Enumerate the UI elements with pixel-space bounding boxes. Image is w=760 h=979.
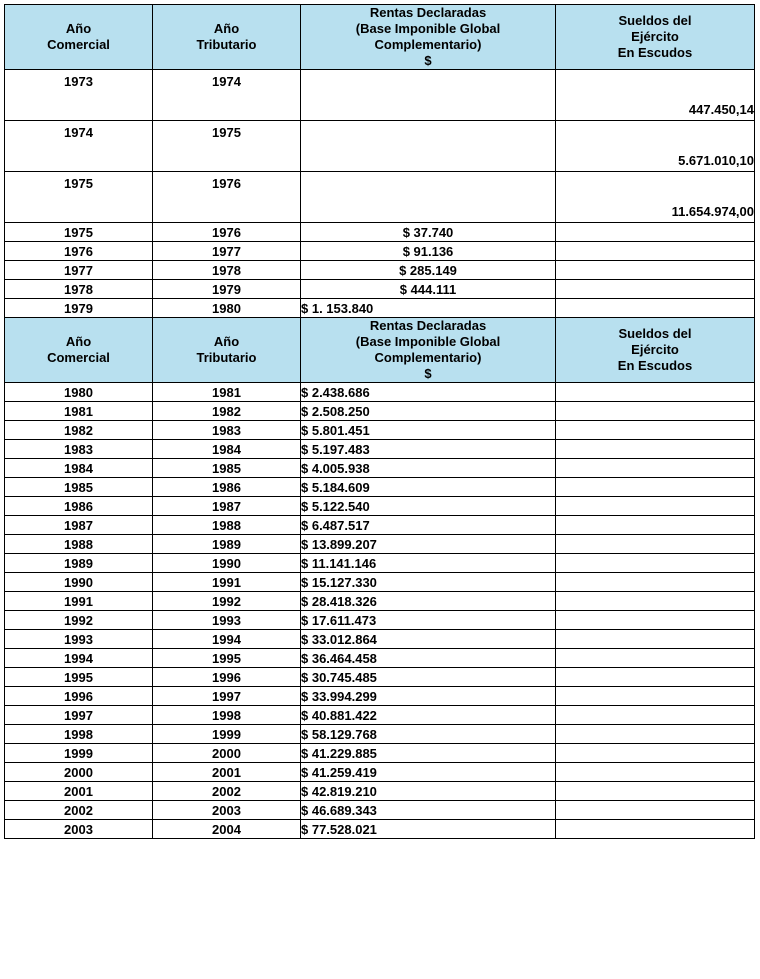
table-row bbox=[5, 611, 755, 630]
cell-rentas: $ 17.611.473 bbox=[301, 611, 556, 630]
cell-ano-tributario: 2000 bbox=[153, 744, 301, 763]
cell-ano-comercial: 1993 bbox=[5, 630, 153, 649]
table-row bbox=[5, 261, 755, 280]
cell-rentas: $ 5.122.540 bbox=[301, 497, 556, 516]
header-rentas-declaradas bbox=[301, 318, 556, 383]
cell-rentas: $ 77.528.021 bbox=[301, 820, 556, 839]
cell-ano-comercial: 1974 bbox=[5, 121, 153, 172]
cell-ano-tributario: 1975 bbox=[153, 121, 301, 172]
cell-escudos bbox=[556, 782, 755, 801]
header-line: Año bbox=[65, 21, 92, 36]
table-row bbox=[5, 649, 755, 668]
header-line: Rentas Declaradas bbox=[369, 5, 487, 20]
cell-ano-comercial: 1979 bbox=[5, 299, 153, 318]
cell-rentas: $ 13.899.207 bbox=[301, 535, 556, 554]
cell-ano-tributario: 1976 bbox=[153, 172, 301, 223]
cell-escudos bbox=[556, 744, 755, 763]
cell-ano-comercial: 1986 bbox=[5, 497, 153, 516]
table-row bbox=[5, 573, 755, 592]
cell-escudos bbox=[556, 280, 755, 299]
cell-escudos bbox=[556, 459, 755, 478]
table-row bbox=[5, 801, 755, 820]
cell-rentas: $ 41.259.419 bbox=[301, 763, 556, 782]
cell-rentas: $ 33.994.299 bbox=[301, 687, 556, 706]
cell-escudos bbox=[556, 611, 755, 630]
cell-escudos bbox=[556, 706, 755, 725]
table-row bbox=[5, 478, 755, 497]
cell-ano-tributario: 1993 bbox=[153, 611, 301, 630]
table-row bbox=[5, 535, 755, 554]
header-line: Complementario) bbox=[374, 37, 482, 52]
cell-ano-tributario: 1999 bbox=[153, 725, 301, 744]
cell-rentas: $ 36.464.458 bbox=[301, 649, 556, 668]
cell-rentas: $ 2.508.250 bbox=[301, 402, 556, 421]
table-row bbox=[5, 820, 755, 839]
cell-rentas: $ 15.127.330 bbox=[301, 573, 556, 592]
cell-ano-tributario: 1978 bbox=[153, 261, 301, 280]
cell-ano-tributario: 1988 bbox=[153, 516, 301, 535]
cell-ano-tributario: 1990 bbox=[153, 554, 301, 573]
cell-escudos bbox=[556, 573, 755, 592]
table-row bbox=[5, 402, 755, 421]
header-line: Tributario bbox=[196, 37, 257, 52]
cell-ano-comercial: 1977 bbox=[5, 261, 153, 280]
cell-ano-tributario: 1976 bbox=[153, 223, 301, 242]
cell-ano-comercial: 1988 bbox=[5, 535, 153, 554]
cell-rentas: $ 444.111 bbox=[301, 280, 556, 299]
cell-rentas: $ 46.689.343 bbox=[301, 801, 556, 820]
cell-ano-tributario: 1981 bbox=[153, 383, 301, 402]
cell-rentas: $ 30.745.485 bbox=[301, 668, 556, 687]
header-line: $ bbox=[424, 53, 432, 68]
table-row bbox=[5, 383, 755, 402]
cell-ano-tributario: 1983 bbox=[153, 421, 301, 440]
cell-ano-tributario: 1986 bbox=[153, 478, 301, 497]
cell-ano-comercial: 2002 bbox=[5, 801, 153, 820]
header-line: Año bbox=[213, 21, 240, 36]
cell-ano-comercial: 2003 bbox=[5, 820, 153, 839]
header-line: Ejército bbox=[631, 342, 679, 357]
cell-escudos bbox=[556, 592, 755, 611]
cell-rentas: $ 40.881.422 bbox=[301, 706, 556, 725]
header-ano-comercial bbox=[5, 5, 153, 70]
income-declarations-table bbox=[4, 4, 755, 839]
cell-escudos: 447.450,14 bbox=[556, 70, 755, 121]
cell-rentas: $ 2.438.686 bbox=[301, 383, 556, 402]
header-line: Año bbox=[213, 334, 240, 349]
cell-ano-tributario: 1996 bbox=[153, 668, 301, 687]
cell-ano-comercial: 1996 bbox=[5, 687, 153, 706]
table-row bbox=[5, 280, 755, 299]
header-line: Año bbox=[65, 334, 92, 349]
header-line: Sueldos del bbox=[618, 326, 692, 341]
cell-rentas: $ 41.229.885 bbox=[301, 744, 556, 763]
header-line: $ bbox=[424, 366, 432, 381]
cell-ano-comercial: 1981 bbox=[5, 402, 153, 421]
cell-ano-comercial: 1999 bbox=[5, 744, 153, 763]
table-row bbox=[5, 592, 755, 611]
cell-rentas: $ 58.129.768 bbox=[301, 725, 556, 744]
header-ano-comercial bbox=[5, 318, 153, 383]
cell-escudos bbox=[556, 535, 755, 554]
cell-ano-tributario: 1987 bbox=[153, 497, 301, 516]
cell-rentas: $ 5.184.609 bbox=[301, 478, 556, 497]
cell-ano-tributario: 1984 bbox=[153, 440, 301, 459]
cell-escudos bbox=[556, 687, 755, 706]
table-row bbox=[5, 668, 755, 687]
cell-ano-comercial: 1987 bbox=[5, 516, 153, 535]
header-line: (Base Imponible Global bbox=[355, 21, 501, 36]
header-ano-tributario bbox=[153, 5, 301, 70]
cell-escudos bbox=[556, 421, 755, 440]
table-body bbox=[5, 5, 755, 839]
header-line: Sueldos del bbox=[618, 13, 692, 28]
cell-ano-comercial: 1985 bbox=[5, 478, 153, 497]
header-rentas-declaradas bbox=[301, 5, 556, 70]
table-row bbox=[5, 744, 755, 763]
header-sueldos-ejercito bbox=[556, 5, 755, 70]
table-row bbox=[5, 782, 755, 801]
cell-escudos bbox=[556, 261, 755, 280]
cell-ano-tributario: 1974 bbox=[153, 70, 301, 121]
cell-rentas: $ 33.012.864 bbox=[301, 630, 556, 649]
cell-ano-comercial: 1994 bbox=[5, 649, 153, 668]
cell-rentas: $ 42.819.210 bbox=[301, 782, 556, 801]
cell-rentas bbox=[301, 70, 556, 121]
cell-escudos bbox=[556, 801, 755, 820]
table-row bbox=[5, 516, 755, 535]
cell-ano-comercial: 1989 bbox=[5, 554, 153, 573]
cell-ano-tributario: 1989 bbox=[153, 535, 301, 554]
cell-ano-tributario: 1980 bbox=[153, 299, 301, 318]
cell-ano-tributario: 1982 bbox=[153, 402, 301, 421]
cell-escudos: 11.654.974,00 bbox=[556, 172, 755, 223]
cell-escudos bbox=[556, 440, 755, 459]
cell-ano-tributario: 1995 bbox=[153, 649, 301, 668]
cell-escudos bbox=[556, 820, 755, 839]
cell-ano-comercial: 1992 bbox=[5, 611, 153, 630]
table-row bbox=[5, 70, 755, 121]
header-line: En Escudos bbox=[617, 358, 693, 373]
table-row bbox=[5, 242, 755, 261]
cell-ano-tributario: 1979 bbox=[153, 280, 301, 299]
cell-ano-tributario: 2001 bbox=[153, 763, 301, 782]
table-row bbox=[5, 172, 755, 223]
table-row bbox=[5, 497, 755, 516]
header-ano-tributario bbox=[153, 318, 301, 383]
table-row bbox=[5, 223, 755, 242]
cell-ano-comercial: 2001 bbox=[5, 782, 153, 801]
cell-rentas: $ 91.136 bbox=[301, 242, 556, 261]
cell-rentas bbox=[301, 121, 556, 172]
cell-rentas: $ 28.418.326 bbox=[301, 592, 556, 611]
table-row bbox=[5, 121, 755, 172]
cell-ano-comercial: 2000 bbox=[5, 763, 153, 782]
cell-ano-comercial: 1980 bbox=[5, 383, 153, 402]
table-row bbox=[5, 706, 755, 725]
cell-escudos bbox=[556, 299, 755, 318]
header-line: Comercial bbox=[47, 350, 110, 365]
cell-ano-tributario: 1977 bbox=[153, 242, 301, 261]
cell-ano-comercial: 1975 bbox=[5, 172, 153, 223]
cell-ano-comercial: 1978 bbox=[5, 280, 153, 299]
cell-ano-comercial: 1984 bbox=[5, 459, 153, 478]
cell-ano-comercial: 1995 bbox=[5, 668, 153, 687]
cell-ano-tributario: 1994 bbox=[153, 630, 301, 649]
cell-escudos bbox=[556, 725, 755, 744]
cell-ano-tributario: 1991 bbox=[153, 573, 301, 592]
cell-ano-tributario: 1998 bbox=[153, 706, 301, 725]
cell-ano-comercial: 1990 bbox=[5, 573, 153, 592]
cell-ano-tributario: 2002 bbox=[153, 782, 301, 801]
cell-escudos bbox=[556, 242, 755, 261]
cell-ano-comercial: 1983 bbox=[5, 440, 153, 459]
table-row bbox=[5, 459, 755, 478]
cell-ano-tributario: 2004 bbox=[153, 820, 301, 839]
cell-ano-tributario: 1997 bbox=[153, 687, 301, 706]
cell-rentas: $ 11.141.146 bbox=[301, 554, 556, 573]
header-line: Complementario) bbox=[374, 350, 482, 365]
cell-rentas bbox=[301, 172, 556, 223]
table-row bbox=[5, 421, 755, 440]
cell-escudos bbox=[556, 402, 755, 421]
cell-rentas: $ 285.149 bbox=[301, 261, 556, 280]
cell-escudos bbox=[556, 668, 755, 687]
header-line: (Base Imponible Global bbox=[355, 334, 501, 349]
table-row bbox=[5, 554, 755, 573]
cell-rentas: $ 6.487.517 bbox=[301, 516, 556, 535]
cell-rentas: $ 37.740 bbox=[301, 223, 556, 242]
header-line: Rentas Declaradas bbox=[369, 318, 487, 333]
cell-escudos bbox=[556, 516, 755, 535]
header-line: Tributario bbox=[196, 350, 257, 365]
cell-escudos: 5.671.010,10 bbox=[556, 121, 755, 172]
table-row bbox=[5, 687, 755, 706]
table-row bbox=[5, 299, 755, 318]
table-row bbox=[5, 440, 755, 459]
header-row-repeat bbox=[5, 318, 755, 383]
cell-ano-comercial: 1991 bbox=[5, 592, 153, 611]
cell-escudos bbox=[556, 478, 755, 497]
table-row bbox=[5, 725, 755, 744]
cell-escudos bbox=[556, 763, 755, 782]
cell-ano-comercial: 1973 bbox=[5, 70, 153, 121]
cell-rentas: $ 5.197.483 bbox=[301, 440, 556, 459]
cell-ano-tributario: 1985 bbox=[153, 459, 301, 478]
cell-escudos bbox=[556, 630, 755, 649]
cell-ano-comercial: 1975 bbox=[5, 223, 153, 242]
cell-escudos bbox=[556, 649, 755, 668]
cell-escudos bbox=[556, 554, 755, 573]
cell-rentas: $ 5.801.451 bbox=[301, 421, 556, 440]
cell-ano-comercial: 1976 bbox=[5, 242, 153, 261]
header-line: Ejército bbox=[631, 29, 679, 44]
header-line: Comercial bbox=[47, 37, 110, 52]
header-row-top bbox=[5, 5, 755, 70]
cell-ano-comercial: 1998 bbox=[5, 725, 153, 744]
cell-rentas: $ 1. 153.840 bbox=[301, 299, 556, 318]
cell-escudos bbox=[556, 497, 755, 516]
cell-escudos bbox=[556, 383, 755, 402]
header-line: En Escudos bbox=[617, 45, 693, 60]
header-sueldos-ejercito bbox=[556, 318, 755, 383]
table-row bbox=[5, 630, 755, 649]
cell-ano-comercial: 1997 bbox=[5, 706, 153, 725]
cell-escudos bbox=[556, 223, 755, 242]
table-row bbox=[5, 763, 755, 782]
cell-ano-tributario: 2003 bbox=[153, 801, 301, 820]
cell-ano-tributario: 1992 bbox=[153, 592, 301, 611]
cell-rentas: $ 4.005.938 bbox=[301, 459, 556, 478]
cell-ano-comercial: 1982 bbox=[5, 421, 153, 440]
